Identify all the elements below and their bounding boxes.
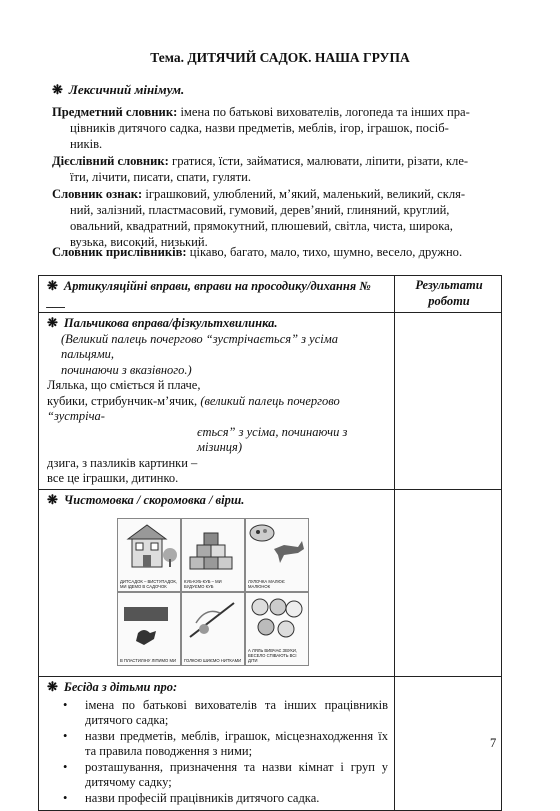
results-header-line-1: Результати — [415, 278, 483, 292]
adverb-vocabulary — [52, 244, 502, 260]
bullet-icon: • — [63, 697, 68, 712]
bullet-icon: • — [63, 790, 68, 805]
conversation-cell — [39, 677, 395, 811]
star-bullet-icon: ❋ — [47, 491, 58, 507]
results-cell[interactable] — [395, 489, 502, 677]
table-row — [39, 276, 502, 313]
clay-icon — [118, 593, 180, 665]
picture-caption: ДИТСАДОК – ВИСТУПАДОК, МИ ІДЕМО В САДОЧОК — [120, 579, 177, 589]
list-item: • розташування, призначення та назви кімнат і груп у дитячому садку; — [63, 759, 388, 789]
finger-exercise-instruction-1: (Великий палець почергово “зустрічається” з усіма пальцями, — [61, 331, 338, 361]
finger-exercise-heading: Пальчикова вправа/фізкультхвилинка. — [63, 316, 278, 330]
table-row — [39, 489, 502, 677]
bullet-icon: • — [63, 759, 68, 774]
list-item: • імена по батькові вихователів та інших працівників дитячого садка; — [63, 697, 388, 727]
poem-line-3: дзига, з пазликів картинки – — [47, 455, 198, 470]
exercise-table — [38, 275, 502, 811]
adjective-vocabulary-text-1: іграшковий, улюблений, м’який, маленький, великий, скля- — [145, 187, 466, 201]
star-bullet-icon: ❋ — [47, 315, 58, 330]
page-title: Тема. ДИТЯЧИЙ САДОК. НАША ГРУПА — [150, 50, 410, 65]
picture-caption: В ПЛАСТИЛІНУ ЛІПИМО МИ — [120, 658, 176, 663]
noun-vocabulary-term: Предметний словник: — [52, 105, 178, 119]
poem-line-2-note-cont: ється” з усіма, починаючи з мізинця) — [197, 424, 348, 454]
conversation-heading: Бесіда з дітьми про: — [63, 680, 178, 694]
bullet-icon: • — [63, 728, 68, 743]
picture-caption: А ЛЯЛЬ ВИВЧАЄ ЗВУКИ, ВЕСЕЛО СПІВАЮТЬ ВСІ ДІТИ — [248, 648, 298, 663]
noun-vocabulary-text-3: ників. — [70, 137, 103, 151]
picture-caption: ЛУЛОЧКА МАЛЮЄ МАЛЮНОК — [248, 579, 285, 589]
results-header-cell — [395, 276, 502, 313]
picture-needle — [181, 592, 245, 666]
star-bullet-icon: ❋ — [52, 82, 63, 97]
lexical-minimum-heading — [52, 82, 184, 98]
picture-palette-fox — [245, 518, 309, 592]
tongue-twister-cell — [39, 489, 395, 677]
finger-exercise-cell — [39, 313, 395, 490]
verb-vocabulary-text-1: гратися, їсти, займатися, малювати, ліпити, різати, кле- — [172, 154, 469, 168]
lexical-minimum-label: Лексичний мінімум. — [68, 82, 185, 97]
adjective-vocabulary-text-2: ний, залізний, пластмасовий, гумовий, дерев’яний, глиняний, круглий, — [70, 203, 450, 217]
picture-children — [245, 592, 309, 666]
poem-line-2-wrap — [47, 394, 388, 456]
page-number: 7 — [490, 736, 497, 750]
adverb-vocabulary-term: Словник прислівників: — [52, 245, 187, 259]
verb-vocabulary-term: Дієслівний словник: — [52, 154, 169, 168]
adjective-vocabulary — [52, 186, 502, 250]
verb-vocabulary-text-2: їти, лічити, писати, спати, гуляти. — [70, 170, 251, 184]
adjective-vocabulary-text-4: вузька, високий, низький. — [70, 235, 208, 249]
noun-vocabulary — [52, 104, 502, 152]
results-header-line-2: роботи — [428, 293, 470, 308]
picture-caption: ГОЛКОЮ ШИЄМО НИТКАМИ — [184, 658, 242, 663]
table-row — [39, 313, 502, 490]
picture-caption: КУБ-КУБ-КУБ – МИ БУДУЄМО КУБ — [184, 579, 222, 589]
adjective-vocabulary-term: Словник ознак: — [52, 187, 143, 201]
needle-icon — [182, 593, 244, 665]
adjective-vocabulary-text-3: овальний, квадратний, прямокутний, плюшевий, світла, чиста, широка, — [70, 219, 453, 233]
noun-vocabulary-text-2: цівників дитячого садка, назви предметів, меблів, ігор, іграшок, посіб- — [70, 121, 449, 135]
picture-blocks — [181, 518, 245, 592]
conversation-list — [47, 698, 388, 807]
articulation-cell — [39, 276, 395, 313]
star-bullet-icon: ❋ — [47, 679, 58, 694]
picture-kindergarten-building — [117, 518, 181, 592]
results-cell[interactable] — [395, 313, 502, 490]
adverb-vocabulary-text: цікаво, багато, мало, тихо, шумно, весело, дружно. — [189, 245, 463, 259]
picture-grid — [117, 518, 309, 666]
poem-line-2-note: (великий палець почергово “зустріча- — [47, 393, 340, 423]
poem-line-4: все це іграшки, дитинко. — [47, 471, 179, 485]
list-item: • назви предметів, меблів, іграшок, місцезнаходження їх та правила поводження з ними; — [63, 728, 388, 758]
articulation-heading: Артикуляційні вправи, вправи на просодику/дихання № ___ — [47, 279, 371, 309]
picture-clay — [117, 592, 181, 666]
table-row — [39, 677, 502, 811]
list-item: • назви професій працівників дитячого садка. — [63, 790, 320, 805]
noun-vocabulary-text-1: імена по батькові вихователів, логопеда та інших пра- — [180, 105, 470, 119]
finger-exercise-instruction-2: починаючи з вказівного.) — [61, 362, 192, 377]
poem-line-2: кубики, стрибунчик-м’ячик, — [47, 393, 198, 408]
tongue-twister-heading: Чистомовка / скоромовка / вірш. — [63, 492, 245, 507]
poem-line-1: Лялька, що сміється й плаче, — [47, 378, 201, 392]
results-cell[interactable] — [395, 677, 502, 811]
star-bullet-icon: ❋ — [47, 278, 58, 293]
verb-vocabulary — [52, 153, 502, 185]
